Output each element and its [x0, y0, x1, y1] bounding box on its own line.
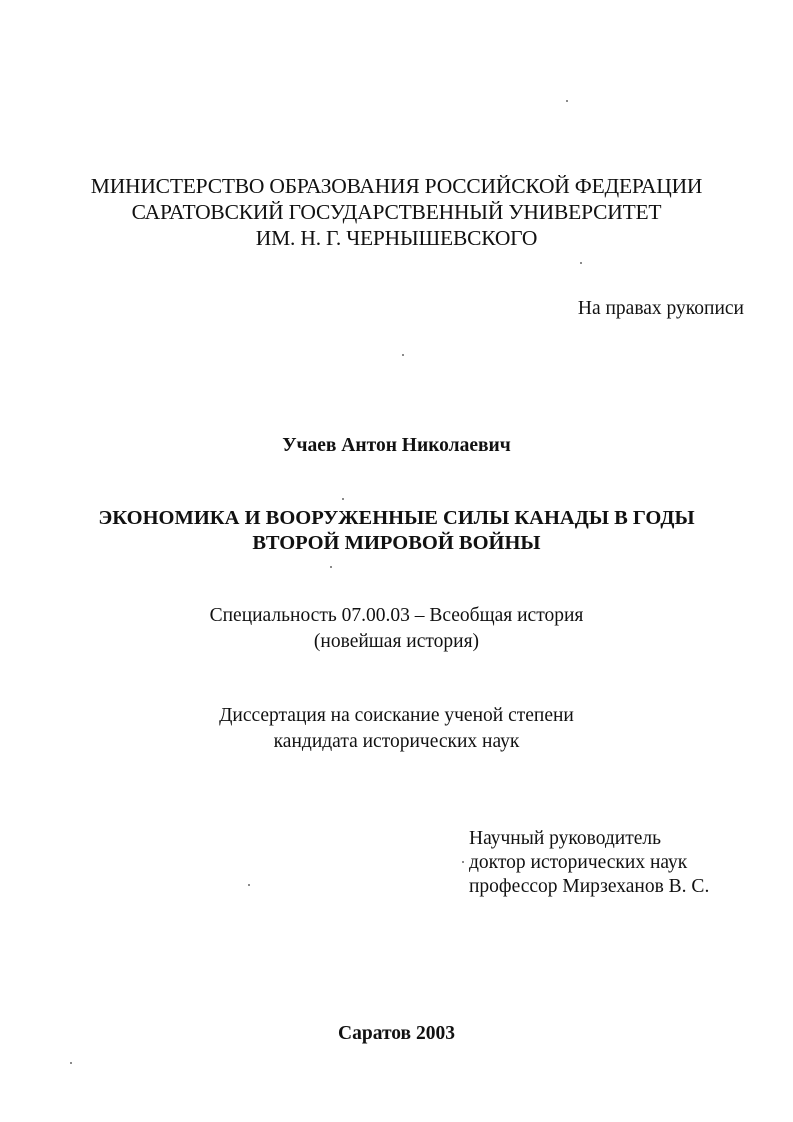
scan-speck	[566, 100, 568, 102]
institution-university: САРАТОВСКИЙ ГОСУДАРСТВЕННЫЙ УНИВЕРСИТЕТ	[131, 200, 662, 224]
supervisor-degree: доктор исторических наук	[469, 852, 688, 873]
institution-ministry: МИНИСТЕРСТВО ОБРАЗОВАНИЯ РОССИЙСКОЙ ФЕДЕРАЦИИ	[90, 174, 703, 198]
specialty-line1: Специальность 07.00.03 – Всеобщая история	[209, 605, 584, 626]
supervisor-name: профессор Мирзеханов В. С.	[469, 876, 710, 897]
scan-speck	[342, 498, 344, 500]
city-year: Саратов 2003	[338, 1023, 455, 1044]
degree-line2: кандидата исторических наук	[273, 731, 520, 752]
scan-speck	[462, 861, 464, 863]
specialty-line2: (новейшая история)	[313, 631, 480, 652]
manuscript-note: На правах рукописи	[577, 298, 744, 319]
supervisor-role: Научный руководитель	[469, 828, 662, 849]
author-name: Учаев Антон Николаевич	[282, 435, 511, 456]
scan-speck	[330, 566, 332, 568]
scan-speck	[248, 884, 250, 886]
scan-speck	[402, 354, 404, 356]
dissertation-title-line1: ЭКОНОМИКА И ВООРУЖЕННЫЕ СИЛЫ КАНАДЫ В ГОДЫ	[98, 507, 695, 529]
scan-speck	[580, 262, 582, 264]
scan-speck	[70, 1062, 72, 1064]
degree-line1: Диссертация на соискание ученой степени	[219, 705, 574, 726]
institution-named-after: ИМ. Н. Г. ЧЕРНЫШЕВСКОГО	[255, 226, 538, 250]
dissertation-title-line2: ВТОРОЙ МИРОВОЙ ВОЙНЫ	[252, 532, 541, 554]
